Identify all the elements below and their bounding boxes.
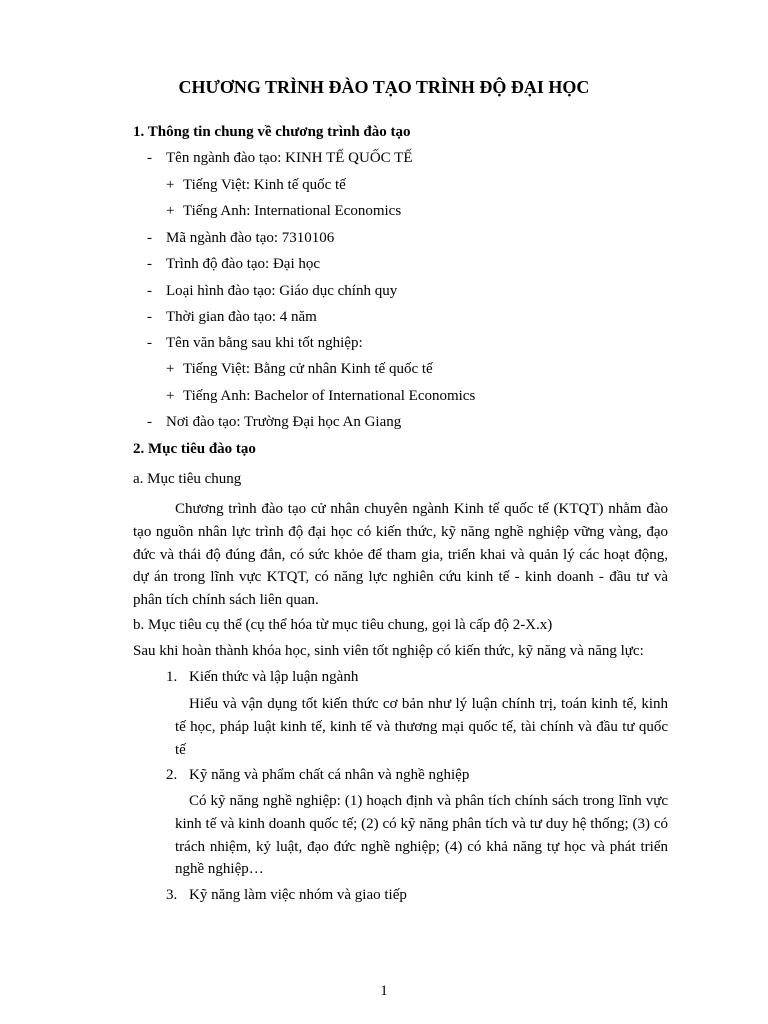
goal-number: 2. — [166, 767, 178, 783]
page-number: 1 — [380, 983, 388, 999]
list-item-degree-english: Tiếng Anh: Bachelor of International Economics — [183, 388, 476, 404]
document-title: CHƯƠNG TRÌNH ĐÀO TẠO TRÌNH ĐỘ ĐẠI HỌC — [178, 77, 590, 97]
specific-objectives-intro: Sau khi hoàn thành khóa học, sinh viên tốt nghiệp có kiến thức, kỹ năng và năng lực: — [133, 643, 644, 659]
list-item-program-code: Mã ngành đào tạo: 7310106 — [166, 230, 335, 246]
list-item-level: Trình độ đào tạo: Đại học — [166, 256, 321, 272]
list-item-duration: Thời gian đào tạo: 4 năm — [166, 309, 317, 325]
bullet-dash: - — [147, 309, 152, 325]
list-item-program-name: Tên ngành đào tạo: KINH TẾ QUỐC TẾ — [166, 150, 413, 166]
subsection-b-label: b. Mục tiêu cụ thể (cụ thể hóa từ mục tiêu chung, gọi là cấp độ 2-X.x) — [133, 617, 553, 633]
bullet-dash: - — [147, 414, 152, 430]
bullet-plus: + — [166, 361, 175, 377]
subsection-a-label: a. Mục tiêu chung — [133, 471, 242, 487]
bullet-dash: - — [147, 256, 152, 272]
list-item-vietnamese-name: Tiếng Việt: Kinh tế quốc tế — [183, 177, 346, 193]
section-1-heading: 1. Thông tin chung về chương trình đào tạo — [133, 124, 411, 140]
goal-number: 1. — [166, 669, 178, 685]
goal-title-teamwork: Kỹ năng làm việc nhóm và giao tiếp — [189, 887, 407, 903]
goal-desc-skills: Có kỹ năng nghề nghiệp: (1) hoạch định và phân tích chính sách trong lĩnh vực kinh tế và kinh doanh quốc tế; (2) có kỹ năng phân tích và tư duy hệ thống; (3) có trách nhiệm, kỷ luật, đạo đức nghề nghiệp; (4) có khả năng tự học và phát triển nghề nghiệp… — [175, 793, 668, 878]
goal-number: 3. — [166, 887, 178, 903]
general-objective-paragraph: Chương trình đào tạo cử nhân chuyên ngành Kinh tế quốc tế (KTQT) nhằm đào tạo nguồn nhân lực trình độ đại học có kiến thức, kỹ năng nghề nghiệp vững vàng, đạo đức và thái độ đúng đắn, có sức khỏe để tham gia, triển khai và quản lý các hoạt động, dự án trong lĩnh vực KTQT, có năng lực nghiên cứu kinh tế - kinh doanh - đầu tư và phân tích chính sách liên quan. — [133, 501, 668, 609]
list-item-english-name: Tiếng Anh: International Economics — [183, 203, 402, 219]
goal-title-skills: Kỹ năng và phẩm chất cá nhân và nghề nghiệp — [189, 767, 470, 783]
list-item-location: Nơi đào tạo: Trường Đại học An Giang — [166, 414, 402, 430]
goal-title-knowledge: Kiến thức và lập luận ngành — [189, 669, 359, 685]
bullet-dash: - — [147, 230, 152, 246]
list-item-type: Loại hình đào tạo: Giáo dục chính quy — [166, 283, 398, 299]
bullet-plus: + — [166, 203, 175, 219]
section-2-heading: 2. Mục tiêu đào tạo — [133, 441, 256, 457]
goal-desc-knowledge: Hiểu và vận dụng tốt kiến thức cơ bản như lý luận chính trị, toán kinh tế, kinh tế học, pháp luật kinh tế, kinh tế và thương mại quốc tế, tài chính và đầu tư quốc tế — [175, 696, 668, 758]
bullet-plus: + — [166, 388, 175, 404]
bullet-dash: - — [147, 335, 152, 351]
bullet-dash: - — [147, 150, 152, 166]
bullet-plus: + — [166, 177, 175, 193]
list-item-degree-vietnamese: Tiếng Việt: Bằng cử nhân Kinh tế quốc tế — [183, 361, 433, 377]
bullet-dash: - — [147, 283, 152, 299]
list-item-degree-name: Tên văn bằng sau khi tốt nghiệp: — [166, 335, 363, 351]
